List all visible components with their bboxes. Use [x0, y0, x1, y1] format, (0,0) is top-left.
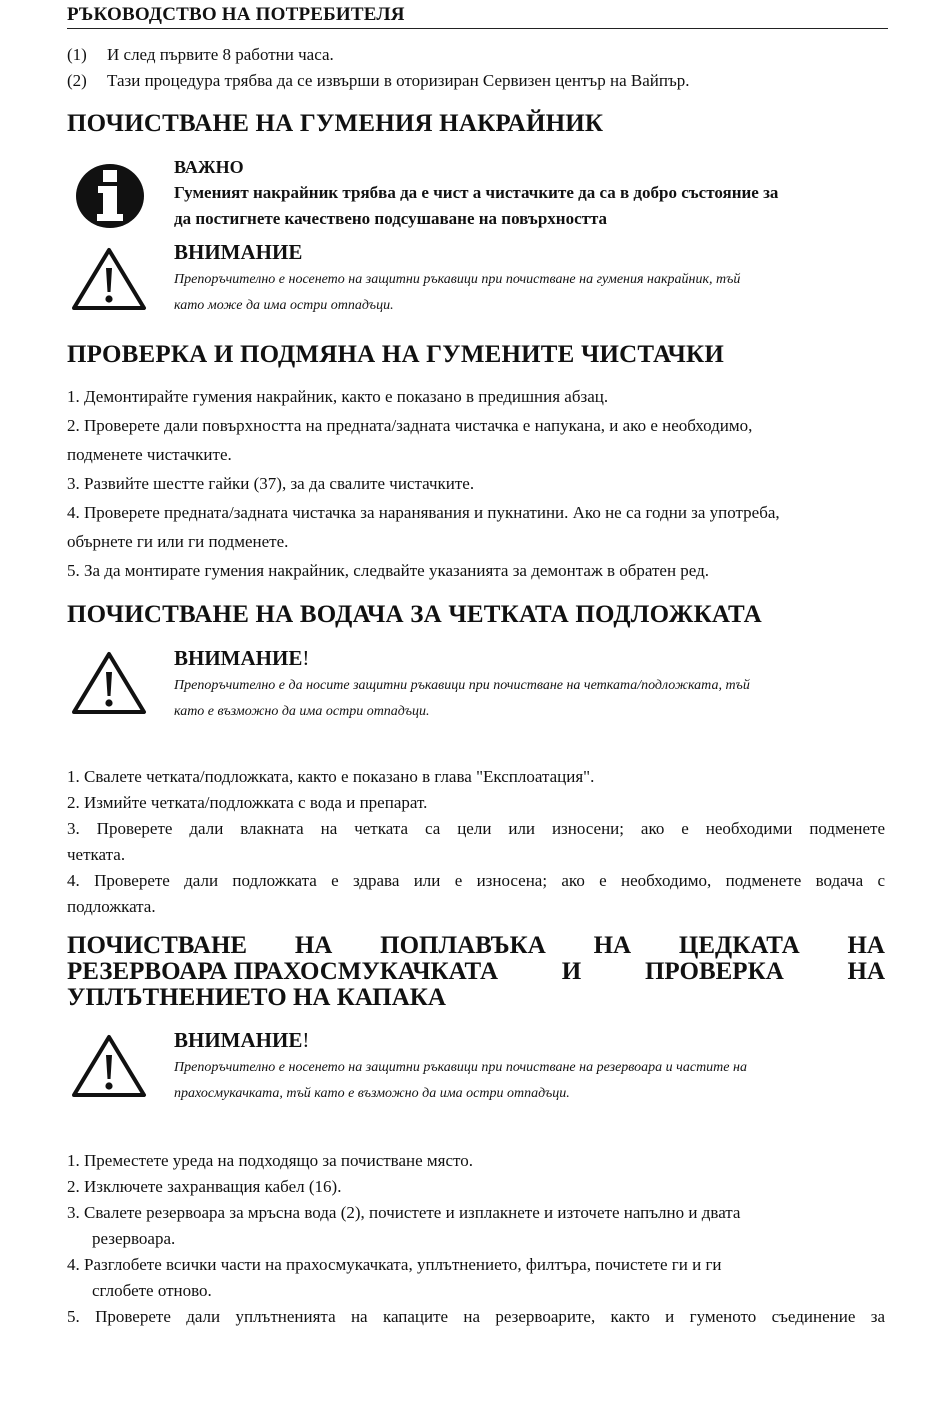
- heading-word: НА: [593, 932, 632, 959]
- section-heading-squeegee-cleaning: ПОЧИСТВАНЕ НА ГУМЕНИЯ НАКРАЙНИК: [67, 110, 604, 137]
- heading-word: НА: [294, 932, 333, 959]
- list-item: 1. Демонтирайте гумения накрайник, както е показано в предишния абзац.: [67, 387, 609, 406]
- footnote-2: [67, 71, 689, 91]
- info-icon: [74, 162, 146, 230]
- list-item: 2. Изключете захранващия кабел (16).: [67, 1177, 342, 1196]
- warning-icon: [70, 246, 148, 312]
- footnote-1: [67, 45, 334, 65]
- footnote-text: Тази процедура трябва да се извърши в оторизиран Сервизен център на Вайпър.: [107, 71, 690, 90]
- heading-word: НА: [847, 932, 885, 959]
- section-heading-blades-check: ПРОВЕРКА И ПОДМЯНА НА ГУМЕНИТЕ ЧИСТАЧКИ: [67, 341, 725, 368]
- heading-word: УПЛЪТНЕНИЕТО НА КАПАКА: [67, 984, 446, 1011]
- warning-title-text: ВНИМАНИЕ: [174, 1028, 303, 1052]
- list-item-continuation: резервоара.: [92, 1229, 176, 1248]
- heading-word: ПРОВЕРКА: [644, 958, 784, 985]
- heading-line: [67, 985, 885, 1011]
- list-item: 2. Проверете дали повърхността на предната/задната чистачка е напукана, и ако е необходимо,: [67, 416, 753, 435]
- warning-text-line-1: Препоръчително е носенето на защитни ръкавици при почистване на гумения накрайник, тъй: [174, 272, 741, 287]
- heading-word: ЦЕДКАТА: [678, 932, 800, 959]
- list-item: обърнете ги или ги подменете.: [67, 532, 289, 551]
- running-header: РЪКОВОДСТВО НА ПОТРЕБИТЕЛЯ: [67, 4, 888, 29]
- list-item: 1. Свалете четката/подложката, както е показано в глава "Експлоатация".: [67, 767, 595, 786]
- list-item: 4. Проверете предната/задната чистачка за наранявания и пукнатини. Ако не са годни за употреба,: [67, 503, 780, 522]
- list-item: 3. Проверете дали влакната на четката са цели или износени; ако е необходими подменете: [67, 819, 885, 838]
- important-text-line-1: Гуменият накрайник трябва да е чист а чистачките да са в добро състояние за: [174, 183, 779, 202]
- list-item: 5. За да монтирате гумения накрайник, следвайте указанията за демонтаж в обратен ред.: [67, 561, 710, 580]
- footnote-number: (2): [67, 71, 87, 90]
- important-text-line-2: да постигнете качествено подсушаване на повърхността: [174, 209, 608, 228]
- list-item-continuation: сглобете отново.: [92, 1281, 212, 1300]
- heading-word: И: [561, 958, 582, 985]
- list-item: 4. Разглобете всички части на прахосмукачката, уплътнението, филтъра, почистете ги и ги: [67, 1255, 722, 1274]
- important-title: ВАЖНО: [174, 157, 244, 177]
- warning-title: ВНИМАНИЕ: [174, 240, 303, 264]
- warning-icon: [70, 1033, 148, 1099]
- list-item: 4. Проверете дали подложката е здрава или е износена; ако е необходимо, подменете водача с: [67, 871, 885, 890]
- warning-title: [174, 1028, 309, 1052]
- warning-text-line-2: като е възможно да има остри отпадъци.: [174, 704, 430, 719]
- warning-title: [174, 646, 309, 670]
- list-item: 3. Свалете резервоара за мръсна вода (2), почистете и изплакнете и източете напълно и двата: [67, 1203, 741, 1222]
- heading-word: НА: [847, 958, 885, 985]
- warning-text-line-1: Препоръчително е да носите защитни ръкавици при почистване на четката/подложката, тъй: [174, 678, 750, 693]
- list-item: 1. Преместете уреда на подходящо за почистване място.: [67, 1151, 473, 1170]
- section-heading-float-filter-cleaning: [67, 933, 885, 1011]
- list-item: 2. Измийте четката/подложката с вода и препарат.: [67, 793, 428, 812]
- list-item-continuation: подложката.: [67, 897, 156, 916]
- heading-word: ПОЧИСТВАНЕ: [67, 932, 248, 959]
- heading-word: РЕЗЕРВОАРА ПРАХОСМУКАЧКАТА: [67, 958, 499, 985]
- list-item: подменете чистачките.: [67, 445, 232, 464]
- warning-text-line-1: Препоръчително е носенето на защитни ръкавици при почистване на резервоара и частите на: [174, 1060, 747, 1075]
- warning-text-line-2: като може да има остри отпадъци.: [174, 298, 394, 313]
- footnote-number: (1): [67, 45, 87, 64]
- list-item: 5. Проверете дали уплътненията на капаците на резервоарите, както и гуменото съединение за: [67, 1307, 885, 1326]
- list-item: 3. Развийте шестте гайки (37), за да свалите чистачките.: [67, 474, 475, 493]
- warning-exclamation: !: [302, 1028, 310, 1052]
- warning-exclamation: !: [302, 646, 310, 670]
- warning-icon: [70, 650, 148, 716]
- heading-line: [67, 933, 885, 959]
- section-heading-brush-guide-cleaning: ПОЧИСТВАНЕ НА ВОДАЧА ЗА ЧЕТКАТА ПОДЛОЖКАТА: [67, 601, 762, 628]
- warning-text-line-2: прахосмукачката, тъй като е възможно да има остри отпадъци.: [174, 1086, 570, 1101]
- warning-title-text: ВНИМАНИЕ: [174, 646, 303, 670]
- list-item-continuation: четката.: [67, 845, 126, 864]
- heading-word: ПОПЛАВЪКА: [380, 932, 546, 959]
- footnote-text: И след първите 8 работни часа.: [107, 45, 334, 64]
- heading-line: [67, 959, 885, 985]
